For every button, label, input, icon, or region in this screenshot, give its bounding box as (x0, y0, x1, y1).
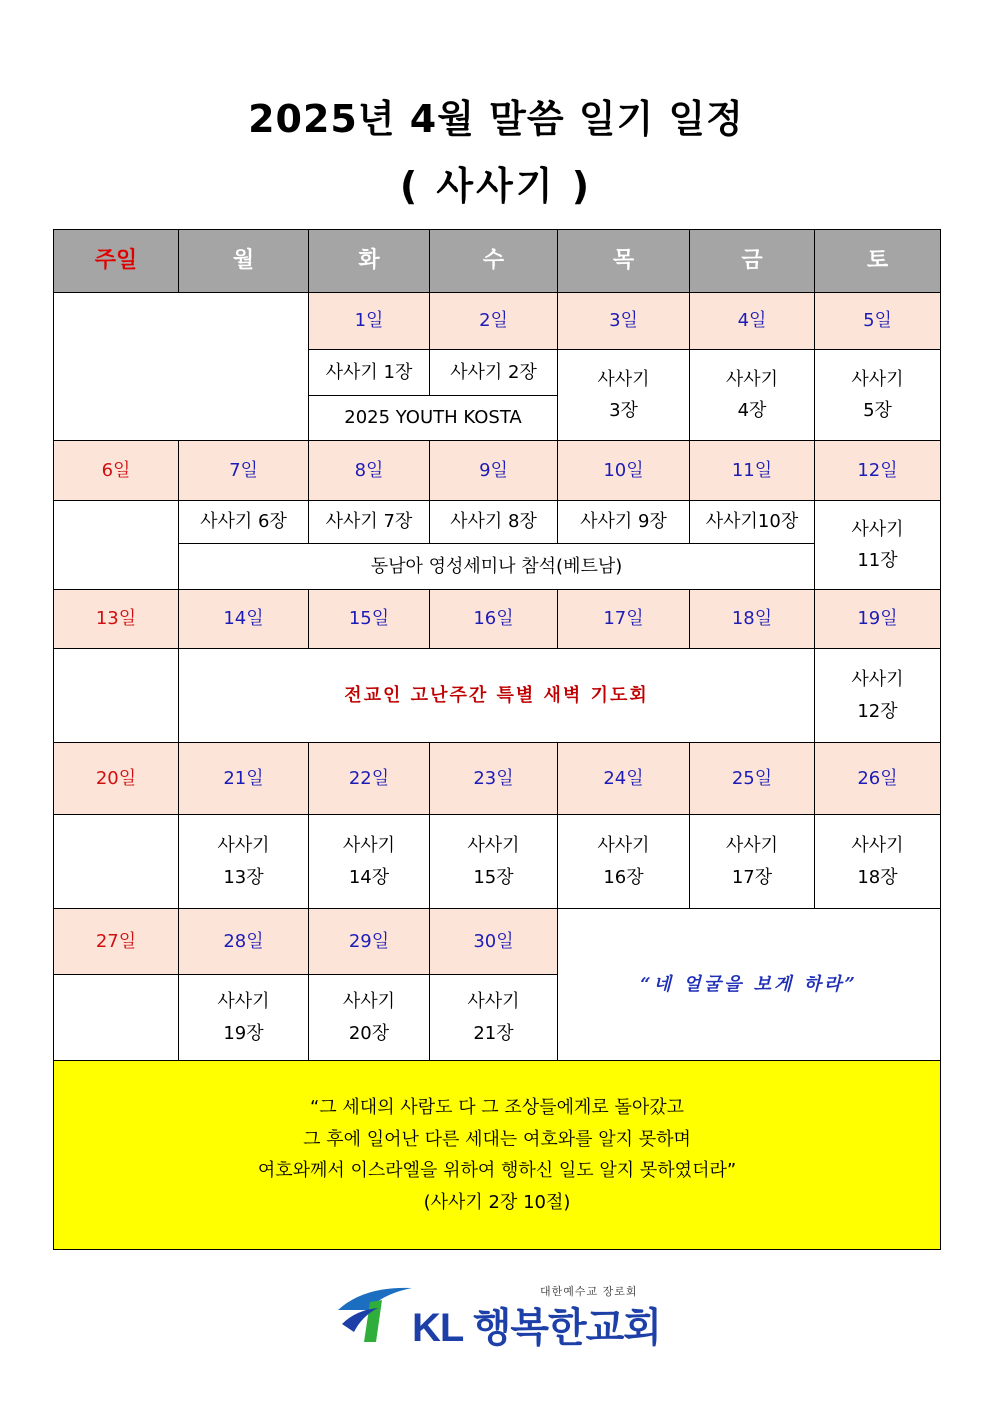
reading-book: 사사기 (342, 991, 396, 1012)
verse-reference: (사사기 2장 10절) (423, 1191, 571, 1213)
reading-book: 사사기 (217, 835, 270, 856)
weekday-tue: 화 (309, 230, 430, 293)
date-cell: 18일 (690, 590, 815, 649)
date-cell: 26일 (815, 743, 941, 815)
date-cell: 14일 (179, 590, 309, 649)
week2-reading-row (54, 501, 941, 544)
reading-cell: 사사기 1장 (309, 350, 430, 396)
reading-cell (430, 975, 558, 1061)
week3-reading-row (54, 649, 941, 743)
week4-reading-row (54, 815, 941, 909)
verse-line: 그 후에 일어난 다른 세대는 여호와를 알지 못하며 (303, 1128, 691, 1150)
date-cell: 17일 (558, 590, 690, 649)
reading-cell: 사사기 9장 (558, 501, 690, 544)
reading-cell: 사사기 2장 (430, 350, 558, 396)
weekday-sat: 토 (815, 230, 941, 293)
date-cell-sunday: 27일 (54, 909, 179, 975)
reading-cell: 사사기10장 (690, 501, 815, 544)
week4-date-row (54, 743, 941, 815)
date-cell: 5일 (815, 293, 941, 350)
reading-chapter: 11장 (857, 550, 898, 571)
event-youth-kosta: 2025 YOUTH KOSTA (309, 396, 558, 441)
empty-cell (54, 293, 309, 441)
reading-book: 사사기 (725, 368, 779, 390)
reading-book: 사사기 (217, 991, 270, 1012)
reading-book: 사사기 (342, 835, 396, 856)
reading-cell (690, 350, 815, 441)
date-cell: 11일 (690, 441, 815, 501)
reading-cell (430, 815, 558, 909)
motto-text: “네 얼굴을 보게 하라” (558, 909, 941, 1061)
date-cell: 10일 (558, 441, 690, 501)
reading-book: 사사기 (597, 835, 650, 856)
verse-line: “그 세대의 사람도 다 그 조상들에게로 돌아갔고 (309, 1097, 685, 1118)
reading-chapter: 3장 (609, 400, 638, 421)
empty-cell (54, 501, 179, 590)
verse-line: 여호와께서 이스라엘을 위하여 행하신 일도 알지 못하였더라” (257, 1160, 737, 1181)
reading-chapter: 12장 (857, 700, 898, 722)
reading-cell (815, 815, 941, 909)
church-cross-logo-icon (334, 1280, 414, 1350)
date-cell: 12일 (815, 441, 941, 501)
reading-chapter: 13장 (223, 866, 264, 888)
reading-cell (309, 815, 430, 909)
page-title: 2025년 4월 말씀 일기 일정 (248, 97, 744, 141)
date-cell: 22일 (309, 743, 430, 815)
reading-cell: 사사기 7장 (309, 501, 430, 544)
reading-book: 사사기 (851, 368, 904, 390)
date-cell: 23일 (430, 743, 558, 815)
date-cell: 7일 (179, 441, 309, 501)
week2-event-row (54, 544, 941, 590)
date-cell-sunday: 6일 (54, 441, 179, 501)
week5-date-row (54, 909, 941, 975)
reading-book: 사사기 (597, 368, 650, 390)
reading-cell (815, 649, 941, 743)
date-cell: 28일 (179, 909, 309, 975)
date-cell: 19일 (815, 590, 941, 649)
date-cell: 3일 (558, 293, 690, 350)
weekday-sun: 주일 (54, 230, 179, 293)
reading-chapter: 15장 (473, 866, 514, 888)
reading-cell: 사사기 8장 (430, 501, 558, 544)
weekday-wed: 수 (430, 230, 558, 293)
week1-date-row (54, 293, 941, 350)
page-subtitle: ( 사사기 ) (399, 164, 593, 208)
date-cell-sunday: 13일 (54, 590, 179, 649)
reading-chapter: 16장 (603, 866, 644, 888)
reading-chapter: 18장 (857, 866, 898, 888)
date-cell: 15일 (309, 590, 430, 649)
reading-book: 사사기 (851, 835, 904, 856)
date-cell: 24일 (558, 743, 690, 815)
reading-book: 사사기 (851, 669, 904, 690)
date-cell: 16일 (430, 590, 558, 649)
calendar-table (53, 229, 941, 1250)
week2-date-row (54, 441, 941, 501)
date-cell: 8일 (309, 441, 430, 501)
date-cell: 4일 (690, 293, 815, 350)
reading-cell: 사사기 6장 (179, 501, 309, 544)
empty-cell (54, 649, 179, 743)
weekday-thu: 목 (558, 230, 690, 293)
reading-book: 사사기 (467, 835, 520, 856)
reading-chapter: 4장 (737, 400, 767, 421)
reading-chapter: 17장 (731, 866, 773, 888)
date-cell: 21일 (179, 743, 309, 815)
reading-cell (309, 975, 430, 1061)
reading-cell (179, 815, 309, 909)
event-seminar: 동남아 영성세미나 참석(베트남) (179, 544, 815, 590)
verse-box (54, 1061, 941, 1250)
date-cell: 9일 (430, 441, 558, 501)
reading-cell (558, 815, 690, 909)
date-cell: 29일 (309, 909, 430, 975)
logo-name: KL 행복한교회 (412, 1306, 661, 1350)
reading-book: 사사기 (467, 991, 520, 1012)
reading-cell (815, 501, 941, 590)
date-cell: 1일 (309, 293, 430, 350)
weekday-header-row (54, 230, 941, 293)
date-cell: 25일 (690, 743, 815, 815)
reading-cell (690, 815, 815, 909)
reading-cell (815, 350, 941, 441)
logo-subtitle: 대한예수교 장로회 (540, 1285, 638, 1298)
weekday-mon: 월 (179, 230, 309, 293)
empty-cell (54, 815, 179, 909)
reading-cell (179, 975, 309, 1061)
event-prayer-meeting: 전교인 고난주간 특별 새벽 기도회 (179, 649, 815, 743)
reading-chapter: 20장 (348, 1022, 390, 1044)
reading-chapter: 14장 (348, 866, 390, 888)
week3-date-row (54, 590, 941, 649)
reading-chapter: 19장 (223, 1022, 264, 1044)
empty-cell (54, 975, 179, 1061)
reading-chapter: 5장 (863, 400, 892, 421)
verse-row (54, 1061, 941, 1250)
date-cell-sunday: 20일 (54, 743, 179, 815)
reading-cell (558, 350, 690, 441)
reading-book: 사사기 (725, 835, 779, 856)
reading-chapter: 21장 (473, 1022, 514, 1044)
date-cell: 2일 (430, 293, 558, 350)
weekday-fri: 금 (690, 230, 815, 293)
reading-book: 사사기 (851, 518, 904, 540)
date-cell: 30일 (430, 909, 558, 975)
